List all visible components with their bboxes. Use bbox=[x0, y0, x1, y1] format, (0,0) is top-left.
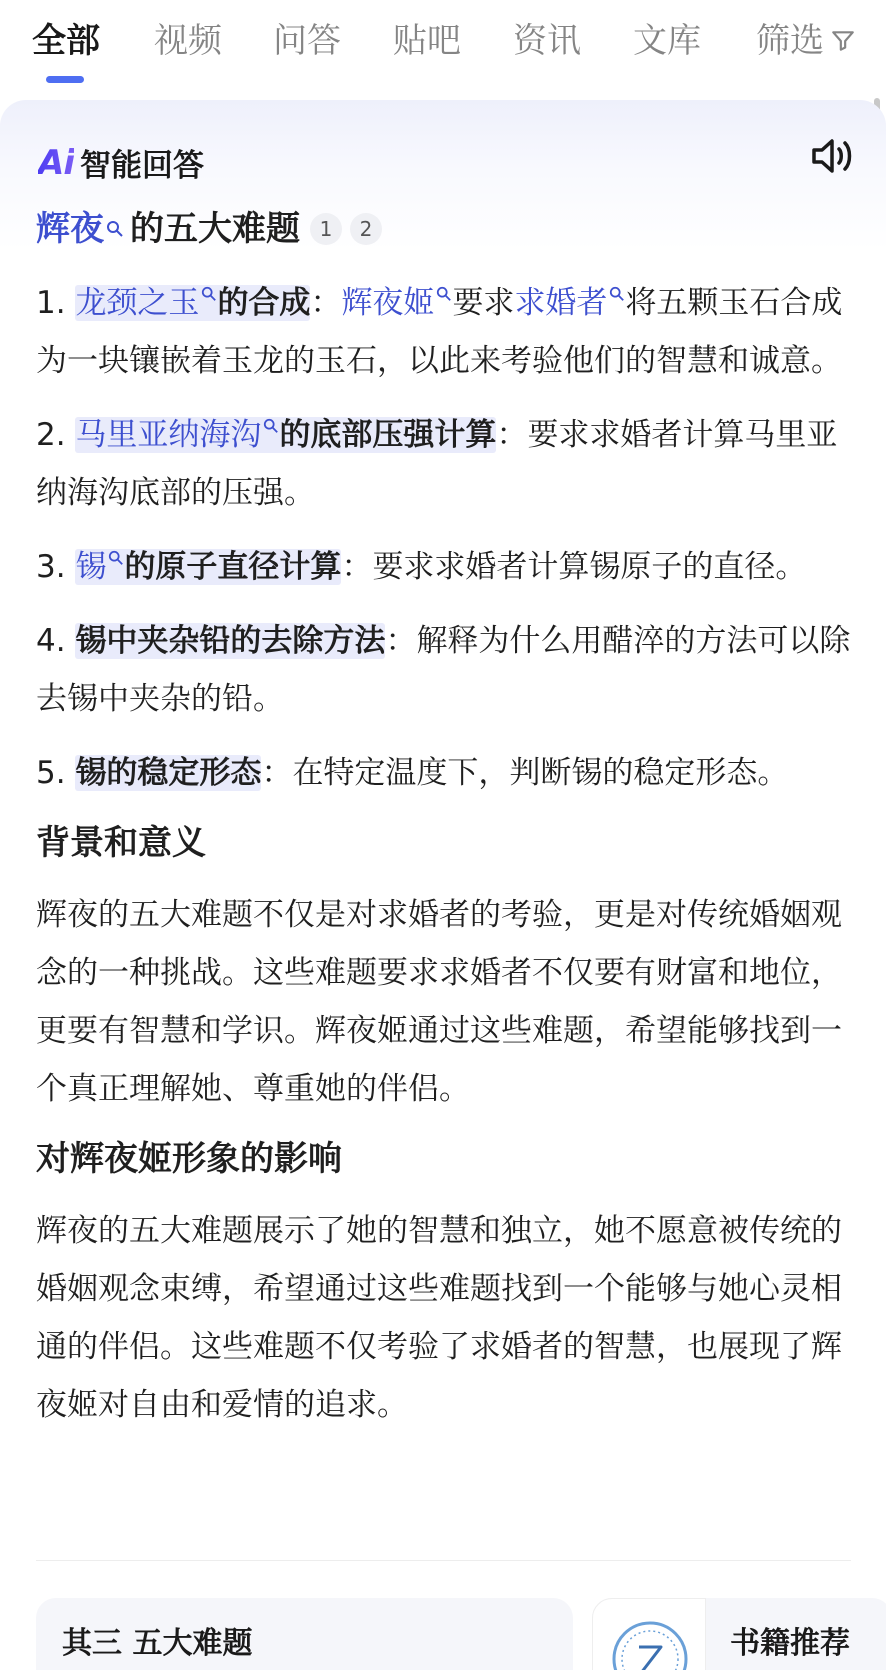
section-paragraph: 辉夜的五大难题不仅是对求婚者的考验，更是对传统婚姻观念的一种挑战。这些难题要求求婚者不仅要有财富和地位，更要有智慧和学识。辉夜姬通过这些难题，希望能够找到一个真正理解她、尊重她的伴侣。 bbox=[36, 897, 842, 1107]
item-heading bbox=[75, 285, 310, 321]
item-text: 解释为什么用醋淬的方法可以除去锡中夹杂的铅。 bbox=[36, 623, 851, 717]
search-hint-icon bbox=[263, 418, 279, 434]
item-text: 在特定温度下，判断锡的稳定形态。 bbox=[292, 755, 789, 791]
list-item bbox=[36, 538, 851, 596]
ai-answer-title: 智能回答 bbox=[79, 148, 204, 184]
tab-all[interactable]: 全部 bbox=[32, 21, 100, 61]
search-hint-icon bbox=[108, 550, 124, 566]
item-link[interactable]: 辉夜姬 bbox=[341, 285, 435, 321]
top-tab-bar bbox=[0, 0, 886, 92]
item-link[interactable]: 龙颈之玉 bbox=[75, 285, 200, 321]
list-item bbox=[36, 744, 851, 802]
item-link[interactable]: 求婚者 bbox=[514, 285, 608, 321]
item-separator: ： bbox=[385, 623, 417, 659]
item-link[interactable]: 锡 bbox=[75, 549, 107, 585]
speaker-icon[interactable] bbox=[808, 132, 856, 180]
item-heading bbox=[75, 417, 496, 453]
search-hint-icon bbox=[436, 286, 452, 302]
answer-title-link[interactable]: 辉夜 bbox=[36, 209, 104, 249]
item-text: 要求 bbox=[452, 285, 515, 321]
tab-qa[interactable]: 问答 bbox=[273, 21, 341, 61]
ai-answer-card bbox=[0, 100, 886, 1670]
item-heading: 锡中夹杂铅的去除方法 bbox=[75, 623, 386, 659]
item-text: 要求求婚者计算马里亚纳海沟底部的压强。 bbox=[36, 417, 838, 511]
section-title-background: 背景和意义 bbox=[36, 823, 206, 863]
search-hint-icon bbox=[201, 286, 217, 302]
item-number: 2. bbox=[36, 417, 66, 453]
item-heading: 锡的稳定形态 bbox=[75, 755, 262, 791]
section-title-impact: 对辉夜姬形象的影响 bbox=[36, 1139, 342, 1179]
search-hint-icon bbox=[106, 220, 124, 238]
recommendation-card[interactable] bbox=[36, 1598, 573, 1670]
answer-title bbox=[36, 200, 851, 258]
book-cover-image bbox=[592, 1598, 706, 1670]
tab-news[interactable]: 资讯 bbox=[513, 21, 581, 61]
search-hint-icon bbox=[609, 286, 625, 302]
filter-funnel-icon bbox=[830, 28, 856, 54]
item-link[interactable]: 马里亚纳海沟 bbox=[75, 417, 262, 453]
list-item bbox=[36, 274, 851, 390]
item-text: 要求求婚者计算锡原子的直径。 bbox=[372, 549, 807, 585]
filter-label: 筛选 bbox=[756, 21, 824, 61]
item-separator: ： bbox=[341, 549, 373, 585]
filter-button[interactable] bbox=[756, 18, 856, 64]
section-paragraph: 辉夜的五大难题展示了她的智慧和独立，她不愿意被传统的婚姻观念束缚，希望通过这些难题找到一个能够与她心灵相通的伴侣。这些难题不仅考验了求婚者的智慧，也展现了辉夜姬对自由和爱情的追求。 bbox=[36, 1213, 842, 1423]
item-heading-text: 的合成 bbox=[217, 285, 311, 321]
tab-video[interactable]: 视频 bbox=[154, 21, 222, 61]
list-item bbox=[36, 612, 851, 728]
answer-title-text: 的五大难题 bbox=[130, 209, 300, 249]
item-number: 5. bbox=[36, 755, 66, 791]
item-separator: ： bbox=[310, 285, 342, 321]
item-heading bbox=[75, 549, 341, 585]
tab-wenku[interactable]: 文库 bbox=[633, 21, 701, 61]
book-recommendation-card[interactable] bbox=[592, 1598, 886, 1670]
citation-badge[interactable]: 2 bbox=[350, 213, 382, 245]
ai-answer-content bbox=[36, 200, 851, 1434]
item-number: 1. bbox=[36, 285, 66, 321]
item-heading-text: 的底部压强计算 bbox=[279, 417, 497, 453]
tab-tieba[interactable]: 贴吧 bbox=[393, 21, 461, 61]
item-number: 3. bbox=[36, 549, 66, 585]
recommendation-title: 其三 五大难题 bbox=[62, 1626, 253, 1661]
item-separator: ： bbox=[261, 755, 293, 791]
active-tab-indicator bbox=[46, 76, 84, 83]
citation-badge[interactable]: 1 bbox=[310, 213, 342, 245]
item-number: 4. bbox=[36, 623, 66, 659]
ai-answer-header bbox=[38, 140, 204, 185]
recommendation-title: 书籍推荐 bbox=[730, 1626, 850, 1661]
item-heading-text: 的原子直径计算 bbox=[124, 549, 342, 585]
item-text: 将五颗玉石合成为一块镶嵌着玉龙的玉石，以此来考验他们的智慧和诚意。 bbox=[36, 285, 843, 379]
divider bbox=[36, 1560, 851, 1561]
item-separator: ： bbox=[496, 417, 528, 453]
ai-logo: Ai bbox=[38, 142, 74, 183]
list-item bbox=[36, 406, 851, 522]
